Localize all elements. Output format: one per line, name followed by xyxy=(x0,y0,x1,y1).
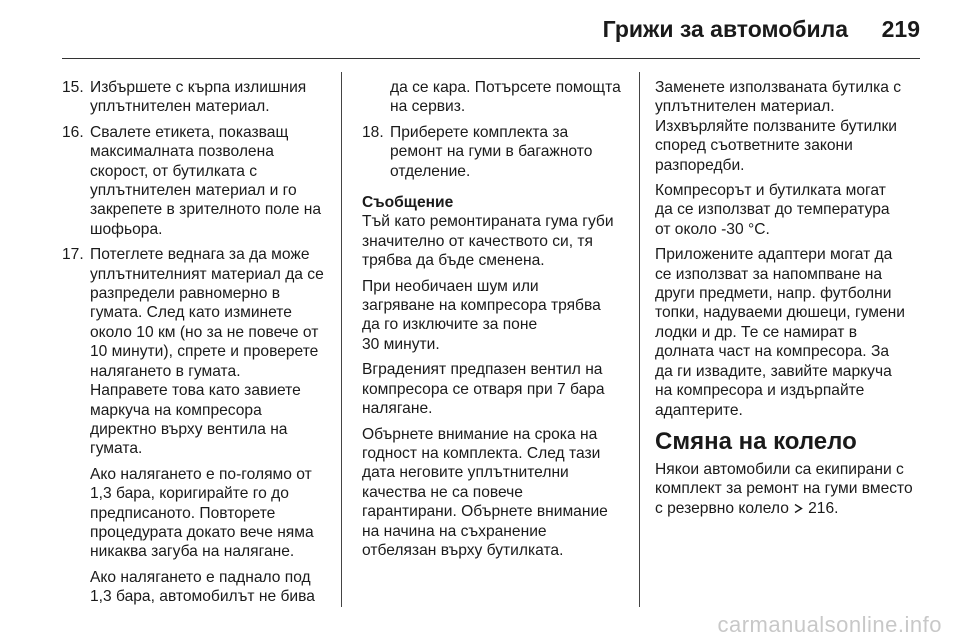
text-line: гумата. След като изминете xyxy=(90,304,292,322)
page-title: Грижи за автомобила xyxy=(602,16,848,42)
text-line: гумата. xyxy=(90,440,143,458)
list-item xyxy=(362,123,628,181)
note-title: Съобщение xyxy=(362,194,454,212)
list-item xyxy=(62,123,328,239)
arrow-right-icon[interactable] xyxy=(793,500,808,516)
text-line: да се кара. Потърсете помощта xyxy=(390,79,621,96)
text-line: закрепете в зрителното поле на xyxy=(90,201,322,219)
section-heading: Смяна на колело xyxy=(655,427,857,455)
paragraph xyxy=(362,212,628,270)
text-line: уплътнителният материал да се xyxy=(90,265,324,283)
text-line: комплект за ремонт на гуми вместо xyxy=(655,480,913,498)
paragraph xyxy=(90,465,328,562)
text-line: лодки и др. Те се намират в xyxy=(655,323,857,341)
text-line: отделение. xyxy=(390,162,471,180)
text-line: на сервиз. xyxy=(390,98,466,116)
text-fragment: с резервно колело xyxy=(655,499,789,517)
column-divider-2 xyxy=(639,72,640,607)
list-item xyxy=(62,245,328,458)
text-line: максималната позволена xyxy=(90,143,274,161)
text-line: Приложените адаптери могат да xyxy=(655,246,893,264)
text-line: При необичаен шум или xyxy=(362,277,539,295)
text-line: директно върху вентила на xyxy=(90,420,288,438)
text-line: скорост, от бутилката с xyxy=(90,162,258,180)
item-number: 18. xyxy=(362,123,384,141)
column-1 xyxy=(62,78,328,613)
text-line xyxy=(655,499,923,518)
text-line: Приберете комплекта за xyxy=(390,123,569,141)
text-line: Направете това като завиете xyxy=(90,382,301,400)
text-line: долната част на компресора. За xyxy=(655,343,890,361)
paragraph xyxy=(655,245,923,420)
item-number: 17. xyxy=(62,246,84,264)
text-line: налягането в гумата. xyxy=(90,362,241,380)
text-line: разпредели равномерно в xyxy=(90,285,281,303)
text-line: никаква загуба на налягане. xyxy=(90,543,295,561)
text-line: на начина на съхранение xyxy=(362,522,547,540)
text-line: Изхвърляйте ползваните бутилки xyxy=(655,117,897,135)
text-line: 10 минути), спрете и проверете xyxy=(90,343,319,361)
text-line: налягане. xyxy=(362,400,433,418)
page-number: 219 xyxy=(881,16,920,42)
text-line: други предмети, напр. футболни xyxy=(655,285,892,303)
text-line: компресора се отваря при 7 бара xyxy=(362,380,605,398)
text-line: загряване на компресора трябва xyxy=(362,297,601,315)
text-line: Някои автомобили са екипирани с xyxy=(655,460,904,478)
text-line: ремонт на гуми в багажното xyxy=(390,143,593,161)
text-line: Вграденият предпазен вентил на xyxy=(362,361,603,379)
text-line: качества не са повече xyxy=(362,483,523,501)
column-2 xyxy=(362,78,628,566)
text-line: Компресорът и бутилката могат xyxy=(655,182,886,200)
text-line: адаптерите. xyxy=(655,401,743,419)
text-line: уплътнителен материал. xyxy=(655,98,835,116)
text-line: Заменете използваната бутилка с xyxy=(655,79,902,96)
item-number: 15. xyxy=(62,79,84,96)
text-line: Обърнете внимание на срока на xyxy=(362,425,598,443)
paragraph xyxy=(362,425,628,561)
paragraph xyxy=(390,78,628,117)
text-line: 1,3 бара, автомобилът не бива xyxy=(90,588,315,606)
text-line: предписаното. Повторете xyxy=(90,504,276,522)
text-line: Свалете етикета, показващ xyxy=(90,123,289,141)
text-line: около 10 км (но за не повече от xyxy=(90,323,319,341)
text-line: разпоредби. xyxy=(655,156,745,174)
paragraph xyxy=(655,181,923,239)
page-header xyxy=(0,0,960,62)
column-3 xyxy=(655,78,923,524)
paragraph xyxy=(362,360,628,418)
text-line: трябва да бъде сменена. xyxy=(362,252,545,270)
text-line: отбелязан върху бутилката. xyxy=(362,541,564,559)
text-line: значително от качеството си, тя xyxy=(362,232,593,250)
text-line: 30 минути. xyxy=(362,335,440,353)
page-reference-link[interactable]: 216. xyxy=(808,499,839,517)
text-line: Ако налягането е паднало под xyxy=(90,568,311,586)
list-item xyxy=(62,78,328,117)
watermark: carmanualsonline.info xyxy=(717,612,942,637)
text-line: шофьора. xyxy=(90,220,163,238)
item-number: 16. xyxy=(62,123,84,141)
text-line: маркуча на компресора xyxy=(90,401,262,419)
text-line: гарантирани. Обърнете внимание xyxy=(362,503,608,521)
column-divider-1 xyxy=(341,72,342,607)
paragraph xyxy=(655,78,923,175)
text-line: да ги извадите, завийте маркуча xyxy=(655,362,892,380)
paragraph xyxy=(362,277,628,355)
text-line: годност на комплекта. След тази xyxy=(362,444,601,462)
text-line: уплътнителен материал и го xyxy=(90,182,297,200)
text-line: да се използват до температура xyxy=(655,201,890,219)
text-line: процедурата докато вече няма xyxy=(90,523,314,541)
text-line: топки, надуваеми дюшеци, гумени xyxy=(655,304,905,322)
text-line: дата неговите уплътнителни xyxy=(362,464,569,482)
paragraph xyxy=(655,460,923,518)
text-line: да го изключите за поне xyxy=(362,316,538,334)
text-line: Тъй като ремонтираната гума губи xyxy=(362,213,614,231)
text-line: уплътнителен материал. xyxy=(90,98,270,116)
header-divider xyxy=(62,58,920,59)
text-line: Избършете с кърпа излишния xyxy=(90,79,307,96)
text-line: според съответните закони xyxy=(655,137,853,155)
text-line: от около -30 °C. xyxy=(655,220,770,238)
paragraph xyxy=(90,568,328,607)
text-line: Потеглете веднага за да може xyxy=(90,246,310,264)
text-line: се използват за напомпване на xyxy=(655,265,882,283)
text-line: Ако налягането е по-голямо от xyxy=(90,465,312,483)
text-line: на компресора и издърпайте xyxy=(655,382,865,400)
text-line: 1,3 бара, коригирайте го до xyxy=(90,485,289,503)
